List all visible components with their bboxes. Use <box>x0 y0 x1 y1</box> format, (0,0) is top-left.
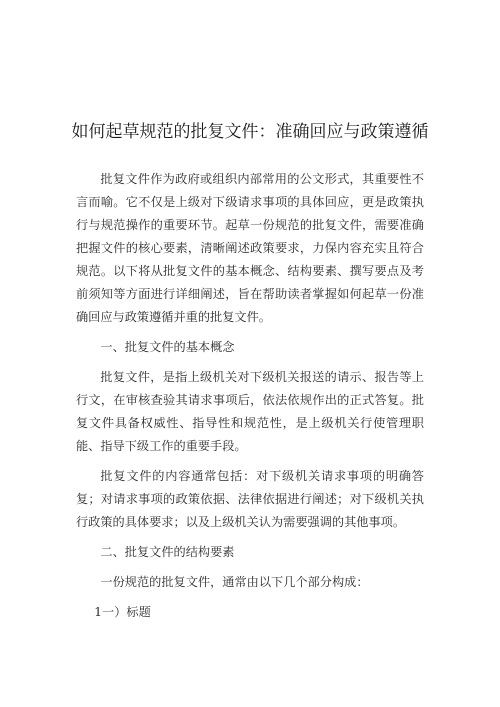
definition-paragraph: 批复文件，是指上级机关对下级机关报送的请示、报告等上行文，在审核查验其请求事项后，依法依规作出的正式答复。批复文件具备权威性、指导性和规范性，是上级机关行使管理职能、指导下级工作的重要手段。 <box>76 370 424 453</box>
section-heading-structure: 二、批复文件的结构要素 <box>100 545 235 559</box>
document-body <box>76 168 424 624</box>
intro-paragraph: 批复文件作为政府或组织内部常用的公文形式，其重要性不言而喻。它不仅是上级对下级请求事项的具体回应，更是政策执行与规范操作的重要环节。起草一份规范的批复文件，需要准确把握文件的核心要素，清晰阐述政策要求，力保内容充实且符合规范。以下将从批复文件的基本概念、结构要素、撰写要点及考前须知等方面进行详细阐述，旨在帮助读者掌握如何起草一份准确回应与政策遵循并重的批复文件。 <box>76 172 424 324</box>
structure-intro-paragraph: 一份规范的批复文件，通常由以下几个部分构成： <box>100 575 369 589</box>
content-paragraph: 批复文件的内容通常包括：对下级机关请求事项的明确答复；对请求事项的政策依据、法律依据进行阐述；对下级机关执行政策的具体要求；以及上级机关认为需要强调的其他事项。 <box>76 469 424 529</box>
document-title: 如何起草规范的批复文件：准确回应与政策遵循 <box>71 122 429 142</box>
section-heading-basic-concept: 一、批复文件的基本概念 <box>100 340 235 354</box>
subsection-heading-title: 1一）标题 <box>94 605 151 619</box>
